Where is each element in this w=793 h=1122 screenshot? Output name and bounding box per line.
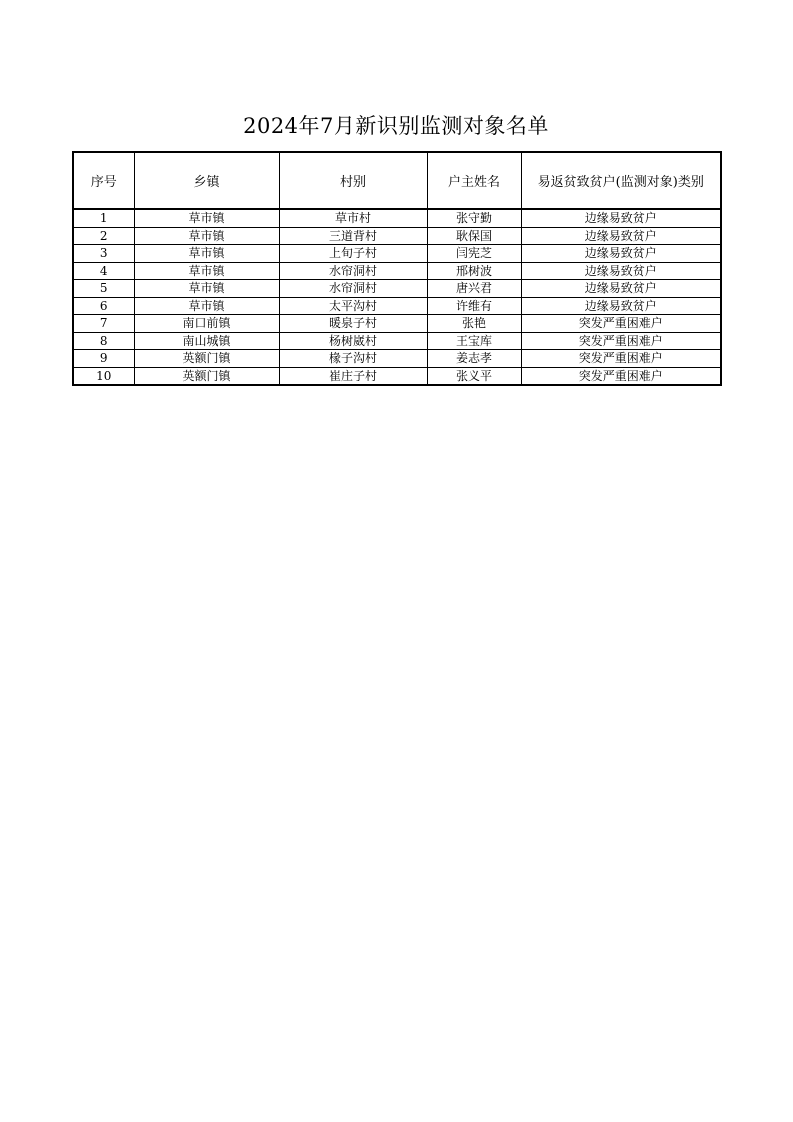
cell-village: 三道背村 <box>279 227 427 245</box>
table-row <box>73 209 721 227</box>
cell-monitoring-category: 突发严重困难户 <box>521 332 721 350</box>
cell-monitoring-category: 边缘易致贫户 <box>521 209 721 227</box>
cell-household-head: 耿保国 <box>427 227 521 245</box>
cell-village: 上旬子村 <box>279 245 427 263</box>
cell-monitoring-category: 边缘易致贫户 <box>521 280 721 298</box>
cell-township: 草市镇 <box>134 245 279 263</box>
cell-household-head: 闫宪芝 <box>427 245 521 263</box>
page-title: 2024年7月新识别监测对象名单 <box>243 114 549 138</box>
cell-household-head: 唐兴君 <box>427 280 521 298</box>
cell-village: 水帘洞村 <box>279 262 427 280</box>
cell-household-head: 许维有 <box>427 297 521 315</box>
table-row <box>73 332 721 350</box>
cell-village: 水帘洞村 <box>279 280 427 298</box>
cell-village: 草市村 <box>279 209 427 227</box>
cell-township: 草市镇 <box>134 262 279 280</box>
cell-household-head: 张义平 <box>427 367 521 385</box>
cell-monitoring-category: 突发严重困难户 <box>521 350 721 368</box>
table-row <box>73 280 721 298</box>
cell-household-head: 张守勤 <box>427 209 521 227</box>
header-household-head: 户主姓名 <box>427 152 521 209</box>
header-township: 乡镇 <box>134 152 279 209</box>
cell-monitoring-category: 边缘易致贫户 <box>521 245 721 263</box>
cell-household-head: 张艳 <box>427 315 521 333</box>
table-header-row <box>73 152 721 209</box>
cell-serial-number: 10 <box>73 367 134 385</box>
table-row <box>73 245 721 263</box>
cell-township: 南口前镇 <box>134 315 279 333</box>
cell-serial-number: 8 <box>73 332 134 350</box>
cell-monitoring-category: 边缘易致贫户 <box>521 297 721 315</box>
cell-serial-number: 2 <box>73 227 134 245</box>
cell-serial-number: 9 <box>73 350 134 368</box>
table-row <box>73 367 721 385</box>
cell-monitoring-category: 突发严重困难户 <box>521 315 721 333</box>
cell-village: 椽子沟村 <box>279 350 427 368</box>
cell-household-head: 邢树波 <box>427 262 521 280</box>
cell-township: 英额门镇 <box>134 367 279 385</box>
cell-village: 太平沟村 <box>279 297 427 315</box>
cell-township: 草市镇 <box>134 297 279 315</box>
table-row <box>73 227 721 245</box>
cell-village: 杨树崴村 <box>279 332 427 350</box>
cell-township: 草市镇 <box>134 227 279 245</box>
cell-serial-number: 1 <box>73 209 134 227</box>
cell-serial-number: 4 <box>73 262 134 280</box>
header-monitoring-category: 易返贫致贫户(监测对象)类别 <box>521 152 721 209</box>
cell-township: 英额门镇 <box>134 350 279 368</box>
cell-serial-number: 7 <box>73 315 134 333</box>
table-row <box>73 297 721 315</box>
cell-township: 南山城镇 <box>134 332 279 350</box>
cell-serial-number: 5 <box>73 280 134 298</box>
header-serial-number: 序号 <box>73 152 134 209</box>
table-row <box>73 315 721 333</box>
cell-monitoring-category: 边缘易致贫户 <box>521 227 721 245</box>
cell-township: 草市镇 <box>134 209 279 227</box>
cell-village: 暖泉子村 <box>279 315 427 333</box>
table-row <box>73 350 721 368</box>
cell-household-head: 姜志孝 <box>427 350 521 368</box>
cell-monitoring-category: 突发严重困难户 <box>521 367 721 385</box>
header-village: 村别 <box>279 152 427 209</box>
cell-township: 草市镇 <box>134 280 279 298</box>
cell-village: 崔庄子村 <box>279 367 427 385</box>
monitoring-roster-table <box>72 151 722 386</box>
table-row <box>73 262 721 280</box>
cell-serial-number: 6 <box>73 297 134 315</box>
cell-serial-number: 3 <box>73 245 134 263</box>
cell-household-head: 王宝库 <box>427 332 521 350</box>
cell-monitoring-category: 边缘易致贫户 <box>521 262 721 280</box>
